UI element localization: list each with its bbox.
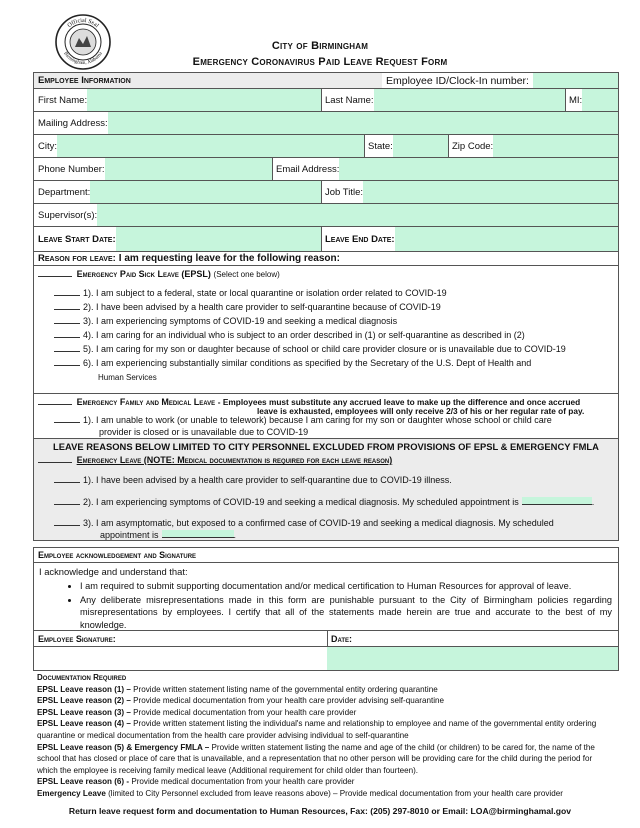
epsl-note: (Select one below): [213, 270, 280, 279]
docs-item-5: EPSL Leave reason (5) & Emergency FMLA – Provide written statement listing the name and age of the child (or children) to be cared for, the name of the school that has closed or place of care that is unavailable, and a representation that no other person will be providing care for the child during the period for which the employee is receiving family medical leave (Additional requirement for child older than fourteen).: [37, 742, 595, 775]
svg-text:Official Seal: [67, 18, 100, 29]
leave-start-field[interactable]: [116, 227, 321, 251]
fmla-note-1: - Employees must substitute any accrued leave to make up the difference and once accrued: [217, 397, 581, 407]
mailing-address-field[interactable]: [108, 112, 618, 134]
appointment-date-field-1[interactable]: [522, 497, 592, 505]
email-field[interactable]: [339, 158, 618, 180]
employee-id-label: Employee ID/Clock-In number:: [386, 74, 529, 87]
ack-list: [80, 580, 612, 633]
docs-item-6: EPSL Leave reason (6) - Provide medical documentation from your health care provider: [37, 777, 355, 787]
docs-item-3: EPSL Leave reason (3) – Provide medical documentation from your health care provider: [37, 707, 357, 717]
epsl-option-6-cont: Human Services: [98, 373, 157, 382]
last-name-label: Last Name:: [325, 94, 374, 106]
page-subtitle: Emergency Coronavirus Paid Leave Request Form: [192, 56, 448, 68]
appointment-date-field-2[interactable]: [162, 530, 234, 538]
supervisor-label: Supervisor(s):: [38, 209, 98, 221]
signature-field-row: [33, 647, 619, 671]
seal-text-bottom: Birmingham, Alabama: [62, 51, 104, 67]
epsl-option-2: 2). I have been advised by a health care provider to self-quarantine because of COVID-19: [54, 302, 441, 312]
seal-text-top: Official Seal: [66, 17, 100, 30]
job-title-label: Job Title:: [325, 186, 364, 198]
last-name-field[interactable]: [374, 89, 565, 111]
emergency-option-2-blank[interactable]: [54, 497, 80, 505]
fmla-option-1-blank[interactable]: [54, 415, 80, 423]
leave-end-field[interactable]: [395, 227, 618, 251]
zip-field[interactable]: [493, 135, 618, 157]
fmla-option-1-cont: provider is closed or is unavailable due to COVID-19: [99, 427, 309, 437]
leave-end-label: Leave End Date:: [325, 233, 395, 245]
fmla-select-blank[interactable]: [38, 397, 72, 405]
ack-intro: I acknowledge and understand that:: [39, 566, 188, 577]
employee-info-label: Employee Information: [38, 75, 131, 86]
ack-body: [33, 563, 619, 631]
epsl-option-1: 1). I am subject to a federal, state or local quarantine or isolation order related to COVID-19: [54, 288, 447, 298]
fmla-option-1: 1). I am unable to work (or unable to telework) because I am caring for my son or daughter whose school or child care: [54, 415, 552, 425]
department-field[interactable]: [90, 181, 321, 203]
docs-item-1: EPSL Leave reason (1) – Provide written statement listing name of the governmental entity ordering quarantine: [37, 684, 438, 694]
epsl-option-3: 3). I am experiencing symptoms of COVID-19 and seeking a medical diagnosis: [54, 316, 397, 326]
department-label: Department:: [38, 186, 91, 198]
ack-bullet-1: • I am required to submit supporting documentation and/or medical certification to Human Resources for approval of leave.: [80, 580, 612, 592]
documentation-section: [37, 672, 607, 800]
epsl-option-5: 5). I am caring for my son or daughter because of school or child care provider closure or is unavailable due to COVID-19: [54, 344, 566, 354]
state-field[interactable]: [393, 135, 448, 157]
state-label: State:: [368, 140, 393, 152]
ack-heading: Employee acknowledgement and Signature: [38, 550, 197, 560]
emergency-option-3: 3). I am asymptomatic, but exposed to a confirmed case of COVID-19 and seeking a medical diagnosis. My scheduled: [54, 518, 554, 528]
job-title-field[interactable]: [363, 181, 618, 203]
first-name-label: First Name:: [38, 94, 88, 106]
signature-header-row: [33, 631, 619, 647]
date-field[interactable]: [327, 647, 618, 670]
emergency-option-3-blank[interactable]: [54, 518, 80, 526]
city-field[interactable]: [57, 135, 364, 157]
city-label: City:: [38, 140, 57, 152]
fmla-note-2: leave is exhausted, employees will only receive 2/3 of his or her regular rate of pay.: [257, 406, 585, 416]
signature-label: Employee Signature:: [38, 633, 116, 644]
supervisor-field[interactable]: [97, 204, 618, 226]
emergency-option-3-cont: appointment is .: [100, 530, 237, 540]
signature-field[interactable]: [34, 647, 327, 670]
epsl-option-3-blank[interactable]: [54, 316, 80, 324]
emergency-leave-blank[interactable]: [38, 455, 72, 463]
epsl-option-4-blank[interactable]: [54, 330, 80, 338]
reason-heading-text: I am requesting leave for the following reason:: [118, 253, 340, 264]
limited-leave-section: [33, 439, 619, 541]
epsl-option-6: 6). I am experiencing substantially similar conditions as specified by the Secretary of the U.S. Dept of Health and: [54, 358, 531, 368]
epsl-select-blank[interactable]: [38, 269, 72, 277]
mailing-address-label: Mailing Address:: [38, 117, 108, 129]
email-label: Email Address:: [276, 163, 340, 175]
epsl-option-2-blank[interactable]: [54, 302, 80, 310]
contact-row: [33, 158, 619, 181]
reason-heading-prefix: Reason for leave:: [38, 253, 116, 264]
emergency-option-1: 1). I have been advised by a health care provider to self-quarantine due to COVID-19 illness.: [54, 475, 452, 485]
phone-label: Phone Number:: [38, 163, 105, 175]
epsl-option-1-blank[interactable]: [54, 288, 80, 296]
ack-header: [33, 547, 619, 563]
emergency-option-1-blank[interactable]: [54, 475, 80, 483]
leave-dates-row: [33, 227, 619, 252]
return-instructions: Return leave request form and documentation to Human Resources, Fax: (205) 297-8010 or Email: LOA@birminghamal.gov: [68, 806, 572, 816]
page-title: City of Birmingham: [271, 40, 369, 52]
epsl-option-4: 4). I am caring for an individual who is subject to an order described in (1) or self-quarantine as described in (2): [54, 330, 525, 340]
employee-id-field[interactable]: [533, 73, 618, 88]
epsl-option-6-blank[interactable]: [54, 358, 80, 366]
mi-label: MI:: [569, 94, 583, 106]
docs-item-4: EPSL Leave reason (4) – Provide written statement listing the individual's name and relationship to employee and name of the governmental entity ordering quarantine or medical documentation from the health care provider advising individual to self-quarantine: [37, 719, 597, 740]
fmla-label: Emergency Family and Medical Leave: [76, 397, 216, 407]
emergency-leave-label: Emergency Leave (NOTE: Medical documentation is required for each leave reason): [76, 455, 393, 465]
emergency-option-2: 2). I am experiencing symptoms of COVID-19 and seeking a medical diagnosis. My scheduled appointment is .: [54, 497, 594, 507]
employee-info-header: [33, 72, 619, 89]
department-row: [33, 181, 619, 204]
city-row: [33, 135, 619, 158]
epsl-section: [33, 266, 619, 394]
zip-label: Zip Code:: [452, 140, 494, 152]
docs-heading: Documentation Required: [37, 673, 127, 682]
docs-item-7: Emergency Leave (limited to City Personnel excluded from leave reasons above) – Provide medical documentation from your health care provider: [37, 788, 563, 798]
date-label: Date:: [331, 633, 353, 644]
epsl-option-5-blank[interactable]: [54, 344, 80, 352]
supervisor-row: [33, 204, 619, 227]
fmla-section: [33, 394, 619, 439]
leave-request-form: [33, 72, 619, 671]
ack-bullet-2: • Any deliberate misrepresentations made in this form are punishable pursuant to the City of Birmingham policies regarding misrepresentations by employees. I certify that all of the statements made herein are true and accurate to the best of my knowledge.: [80, 594, 612, 631]
epsl-label: Emergency Paid Sick Leave (EPSL): [76, 269, 211, 279]
leave-start-label: Leave Start Date:: [38, 233, 116, 245]
first-name-field[interactable]: [87, 89, 321, 111]
limited-heading: LEAVE REASONS BELOW LIMITED TO CITY PERSONNEL EXCLUDED FROM PROVISIONS OF EPSL & EMERGENCY FMLA: [53, 441, 599, 452]
reason-header: [33, 252, 619, 266]
mi-field[interactable]: [582, 89, 618, 111]
name-row: [33, 89, 619, 112]
mailing-row: [33, 112, 619, 135]
phone-field[interactable]: [105, 158, 272, 180]
docs-item-2: EPSL Leave reason (2) – Provide medical documentation from your health care provider advising self-quarantine: [37, 696, 444, 706]
